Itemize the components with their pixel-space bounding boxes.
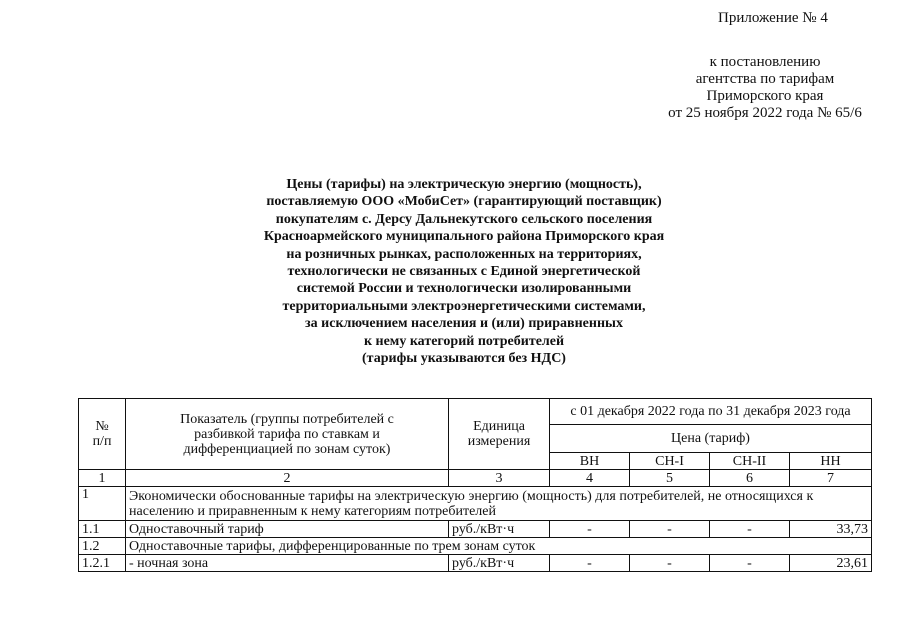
row-vn: - bbox=[550, 555, 630, 572]
row-num: 1.2.1 bbox=[79, 555, 126, 572]
heading-line: территориальными электроэнергетическими системами, bbox=[282, 298, 646, 314]
header-level-nn: НН bbox=[790, 453, 872, 470]
heading-line: на розничных рынках, расположенных на территориях, bbox=[286, 246, 642, 262]
column-number: 6 bbox=[710, 470, 790, 487]
header-indicator: Показатель (группы потребителей с разбивкой тарифа по ставкам и дифференциацией по зонам суток) bbox=[126, 399, 449, 470]
heading-line: за исключением населения и (или) приравненных bbox=[305, 316, 623, 332]
heading-line: к нему категорий потребителей bbox=[363, 333, 565, 349]
appendix-line-1: к постановлению bbox=[709, 54, 821, 70]
column-number: 2 bbox=[126, 470, 449, 487]
header-unit: Единица измерения bbox=[449, 399, 550, 470]
row-sn2: - bbox=[710, 521, 790, 538]
row-text: Одноставочный тариф bbox=[126, 521, 449, 538]
row-sn1: - bbox=[630, 555, 710, 572]
heading-line: системой России и технологически изолированными bbox=[296, 281, 632, 297]
column-number: 4 bbox=[550, 470, 630, 487]
tariff-table bbox=[78, 398, 872, 572]
appendix-line-3: Приморского края bbox=[706, 88, 824, 104]
row-num: 1.1 bbox=[79, 521, 126, 538]
heading-line: покупателям с. Дерсу Дальнекутского сельского поселения bbox=[275, 211, 653, 227]
appendix-line-4: от 25 ноября 2022 года № 65/6 bbox=[668, 105, 862, 121]
table-row bbox=[79, 521, 872, 538]
row-text: Одноставочные тарифы, дифференцированные по трем зонам суток bbox=[126, 538, 872, 555]
row-sn1: - bbox=[630, 521, 710, 538]
heading-line: технологически не связанных с Единой энергетической bbox=[287, 264, 641, 280]
column-number: 3 bbox=[449, 470, 550, 487]
table-row bbox=[79, 487, 872, 521]
header-price: Цена (тариф) bbox=[550, 425, 872, 453]
appendix-title: Приложение № 4 bbox=[718, 10, 828, 26]
document-heading bbox=[238, 176, 690, 367]
heading-line: (тарифы указываются без НДС) bbox=[362, 351, 566, 367]
header-level-sn2: СН-II bbox=[710, 453, 790, 470]
row-num: 1.2 bbox=[79, 538, 126, 555]
column-number: 7 bbox=[790, 470, 872, 487]
heading-line: Цены (тарифы) на электрическую энергию (мощность), bbox=[286, 177, 642, 192]
table-row bbox=[79, 538, 872, 555]
header-num: № п/п bbox=[79, 399, 126, 470]
heading-line: Красноармейского муниципального района Приморского края bbox=[263, 229, 665, 245]
row-text: Экономически обоснованные тарифы на электрическую энергию (мощность) для потребителей, не относящихся к населению и приравненным к нему категориям потребителей bbox=[126, 487, 872, 521]
row-vn: - bbox=[550, 521, 630, 538]
row-unit: руб./кВт·ч bbox=[449, 521, 550, 538]
table-row bbox=[79, 555, 872, 572]
column-number: 1 bbox=[79, 470, 126, 487]
row-text: - ночная зона bbox=[126, 555, 449, 572]
column-number: 5 bbox=[630, 470, 710, 487]
row-unit: руб./кВт·ч bbox=[449, 555, 550, 572]
heading-line: поставляемую ООО «МобиСет» (гарантирующий поставщик) bbox=[266, 194, 662, 210]
row-sn2: - bbox=[710, 555, 790, 572]
appendix-block bbox=[640, 10, 890, 122]
header-level-sn1: СН-I bbox=[630, 453, 710, 470]
header-level-vn: ВН bbox=[550, 453, 630, 470]
row-num: 1 bbox=[79, 487, 126, 521]
row-nn: 33,73 bbox=[790, 521, 872, 538]
header-period: с 01 декабря 2022 года по 31 декабря 2023 года bbox=[550, 399, 872, 425]
row-nn: 23,61 bbox=[790, 555, 872, 572]
appendix-line-2: агентства по тарифам bbox=[695, 71, 835, 87]
